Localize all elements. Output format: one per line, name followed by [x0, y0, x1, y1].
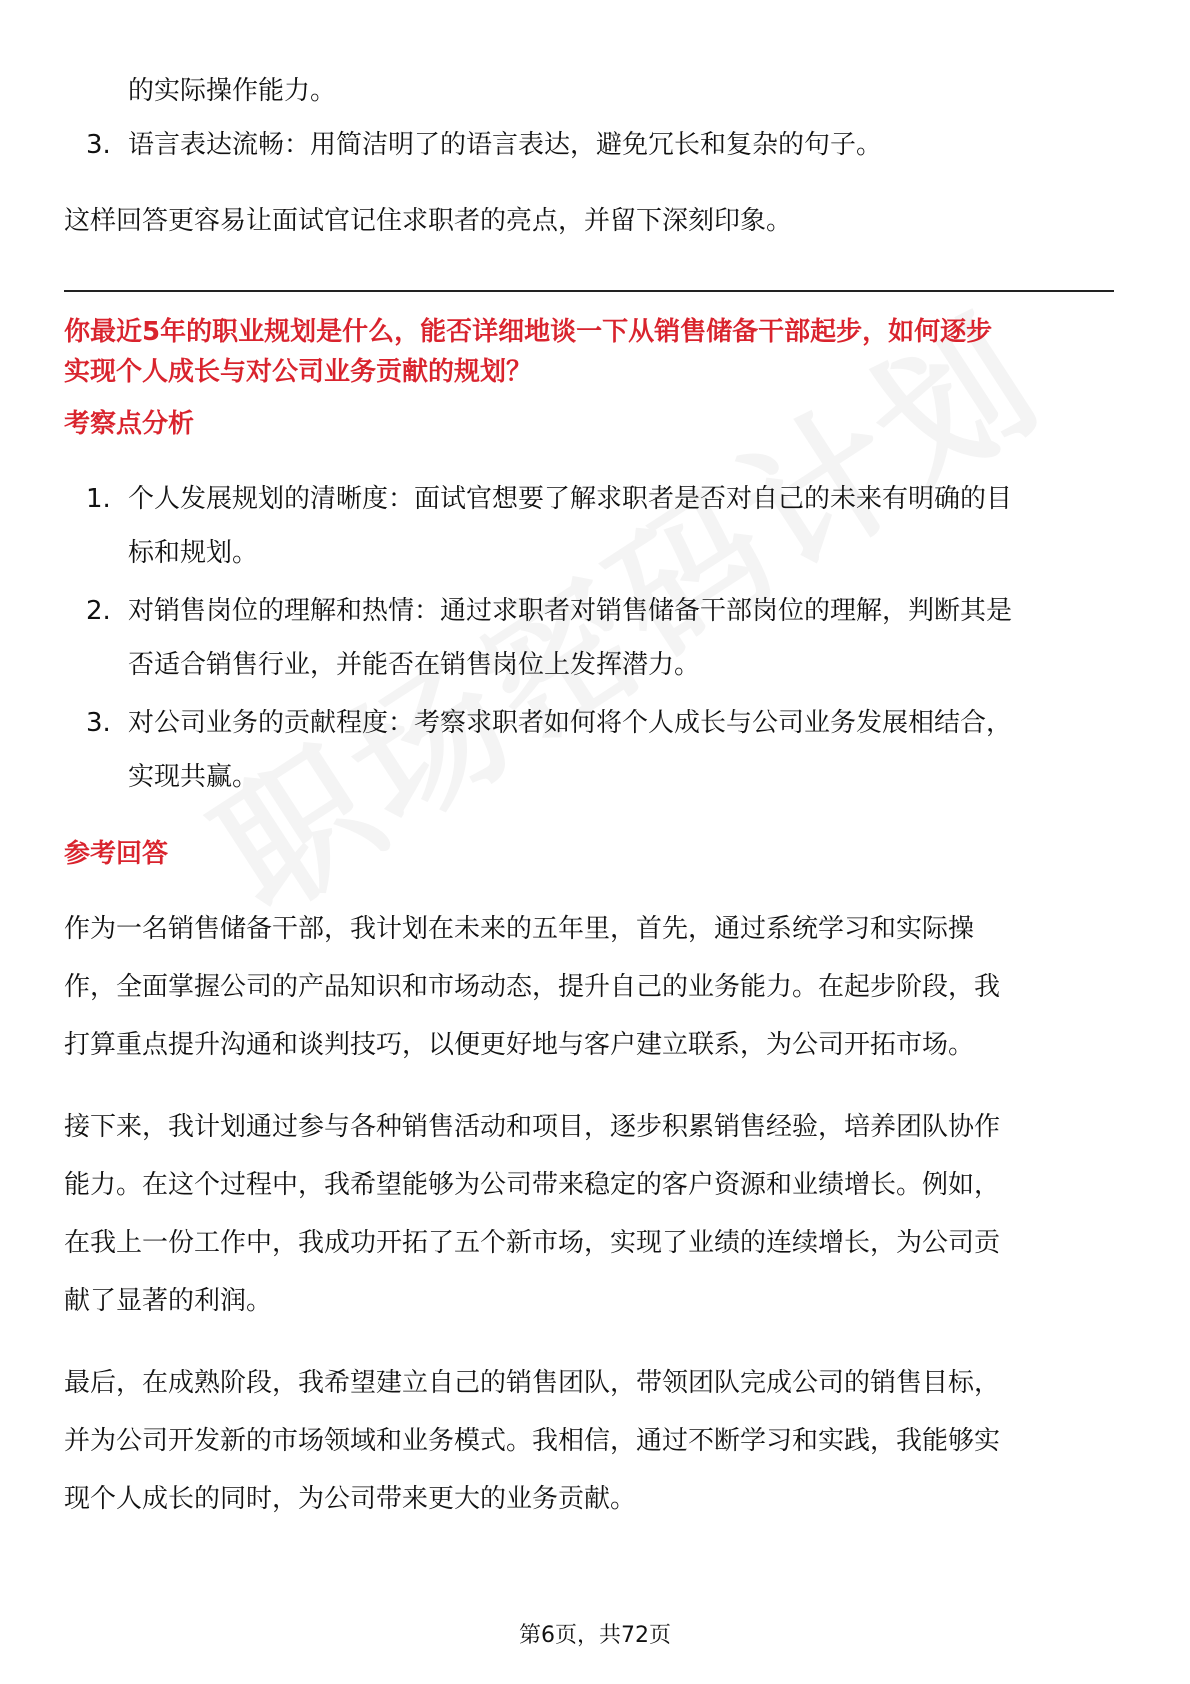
answer-paragraph — [64, 1354, 1122, 1528]
summary-paragraph: 这样回答更容易让面试官记住求职者的亮点，并留下深刻印象。 — [64, 206, 793, 236]
list-item — [72, 694, 1122, 752]
list-item-text: 对公司业务的贡献程度：考察求职者如何将个人成长与公司业务发展相结合， — [128, 708, 1013, 738]
list-item-text-continued: 标和规划。 — [128, 538, 259, 568]
page-content — [64, 62, 1122, 1528]
paragraph-line: 并为公司开发新的市场领域和业务模式。我相信，通过不断学习和实践，我能够实 — [64, 1426, 1001, 1456]
list-number: 1. — [86, 484, 111, 514]
paragraph-line: 作，全面掌握公司的产品知识和市场动态，提升自己的业务能力。在起步阶段，我 — [64, 972, 1001, 1002]
list-number: 3. — [86, 708, 111, 738]
list-number: 3. — [86, 130, 111, 160]
analysis-list — [72, 470, 1122, 806]
list-item-continuation: 的实际操作能力。 — [128, 76, 337, 106]
paragraph-line: 献了显著的利润。 — [64, 1286, 273, 1316]
page-number-footer: 第6页，共72页 — [519, 1623, 671, 1648]
paragraph-line: 能力。在这个过程中，我希望能够为公司带来稳定的客户资源和业绩增长。例如， — [64, 1170, 1001, 1200]
list-item-text: 对销售岗位的理解和热情：通过求职者对销售储备干部岗位的理解，判断其是 — [128, 596, 1013, 626]
paragraph-line: 现个人成长的同时，为公司带来更大的业务贡献。 — [64, 1484, 637, 1514]
list-item-text-continued: 否适合销售行业，并能否在销售岗位上发挥潜力。 — [128, 650, 701, 680]
analysis-heading: 考察点分析 — [64, 409, 195, 439]
list-item-text: 语言表达流畅：用简洁明了的语言表达，避免冗长和复杂的句子。 — [128, 130, 883, 160]
answer-paragraph — [64, 900, 1122, 1074]
list-number: 2. — [86, 596, 111, 626]
paragraph-line: 作为一名销售储备干部，我计划在未来的五年里，首先，通过系统学习和实际操 — [64, 914, 975, 944]
list-item-text: 个人发展规划的清晰度：面试官想要了解求职者是否对自己的未来有明确的目 — [128, 484, 1013, 514]
paragraph-line: 在我上一份工作中，我成功开拓了五个新市场，实现了业绩的连续增长，为公司贡 — [64, 1228, 1001, 1258]
list-item-text-continued: 实现共赢。 — [128, 762, 259, 792]
list-item — [72, 470, 1122, 528]
question-line: 实现个人成长与对公司业务贡献的规划？ — [64, 357, 533, 387]
answer-paragraph — [64, 1098, 1122, 1330]
list-item — [72, 116, 1122, 174]
paragraph-line: 最后，在成熟阶段，我希望建立自己的销售团队，带领团队完成公司的销售目标， — [64, 1368, 1001, 1398]
answer-heading: 参考回答 — [64, 839, 169, 869]
paragraph-line: 接下来，我计划通过参与各种销售活动和项目，逐步积累销售经验，培养团队协作 — [64, 1112, 1001, 1142]
list-item — [72, 582, 1122, 640]
question-heading — [64, 312, 1122, 392]
question-line: 你最近5年的职业规划是什么，能否详细地谈一下从销售储备干部起步，如何逐步 — [64, 317, 993, 347]
section-divider — [64, 290, 1114, 292]
paragraph-line: 打算重点提升沟通和谈判技巧，以便更好地与客户建立联系，为公司开拓市场。 — [64, 1030, 975, 1060]
